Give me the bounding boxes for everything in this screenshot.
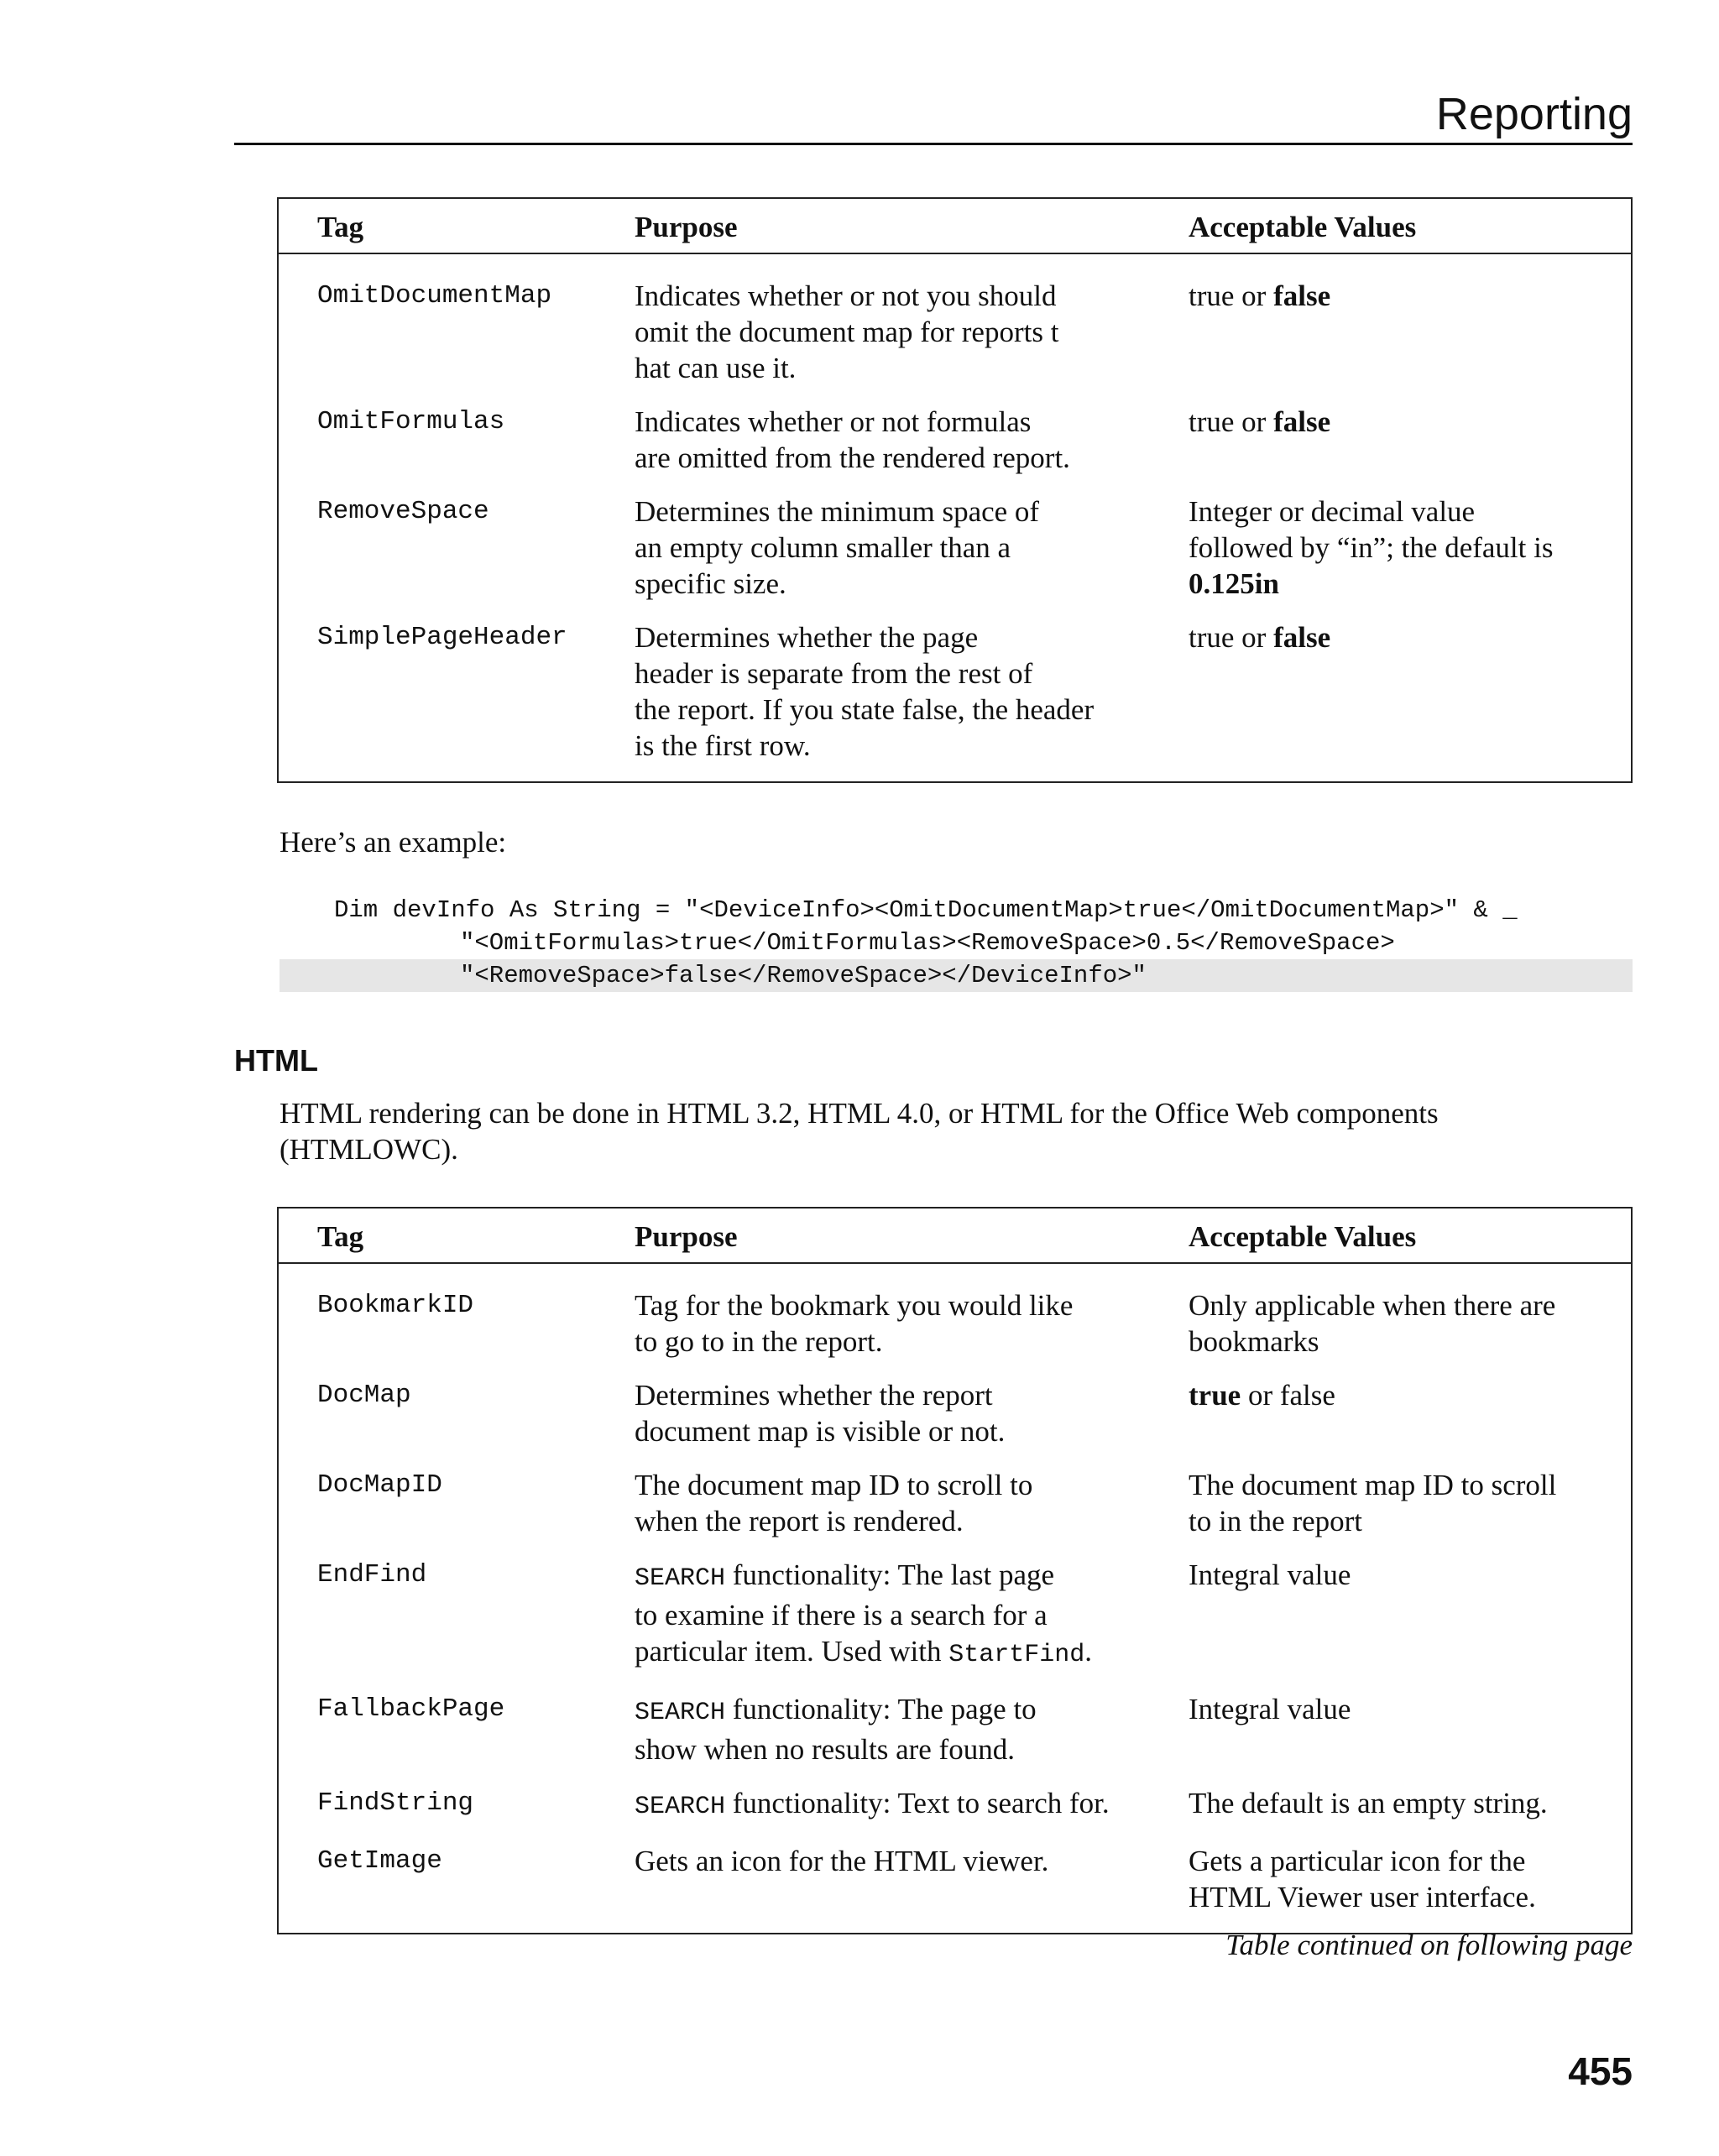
purpose-line: an empty column smaller than a	[635, 531, 1011, 564]
purpose-cell	[635, 1691, 1189, 1785]
tag-cell: DocMapID	[317, 1470, 442, 1500]
paragraph-line: (HTMLOWC).	[280, 1133, 458, 1166]
device-info-table	[277, 197, 1633, 783]
values-default: false	[1273, 279, 1331, 312]
purpose-line: to examine if there is a search for a	[635, 1599, 1048, 1631]
values-default: true	[1189, 1379, 1241, 1412]
code-example	[280, 894, 1633, 992]
values-cell	[1189, 1843, 1632, 1934]
purpose-line	[635, 1557, 1172, 1597]
search-keyword: SEARCH	[635, 1699, 726, 1727]
values-cell	[1189, 1467, 1632, 1557]
values-text: true or	[1189, 279, 1274, 312]
purpose-line	[635, 1691, 1172, 1731]
purpose-cell	[635, 1785, 1189, 1843]
values-line: HTML Viewer user interface.	[1189, 1881, 1536, 1913]
values-line: bookmarks	[1189, 1325, 1319, 1358]
code-line: "<OmitFormulas>true</OmitFormulas><RemoveSpace>0.5</RemoveSpace>	[460, 929, 1395, 957]
page-number: 455	[1568, 2049, 1633, 2093]
search-keyword: SEARCH	[635, 1564, 726, 1593]
code-line-highlighted: "<RemoveSpace>false</RemoveSpace></DeviceInfo>"	[280, 959, 1633, 992]
tag-cell: FallbackPage	[317, 1694, 505, 1724]
table-row	[278, 1785, 1632, 1843]
example-intro: Here’s an example:	[280, 826, 507, 859]
tag-cell: RemoveSpace	[317, 497, 489, 526]
table-row	[278, 619, 1632, 782]
purpose-line: omit the document map for reports t	[635, 316, 1059, 348]
purpose-line	[635, 1633, 1172, 1673]
values-cell: The default is an empty string.	[1189, 1787, 1548, 1819]
table-row	[278, 1377, 1632, 1467]
values-cell: Integral value	[1189, 1558, 1351, 1591]
purpose-line: the report. If you state false, the header	[635, 693, 1095, 726]
purpose-line: to go to in the report.	[635, 1325, 883, 1358]
purpose-text: functionality: Text to search for.	[725, 1787, 1110, 1819]
code-reference: StartFind	[948, 1641, 1085, 1669]
purpose-line: Tag for the bookmark you would like	[635, 1289, 1074, 1322]
tag-cell: EndFind	[317, 1560, 427, 1590]
purpose-line: Indicates whether or not you should	[635, 279, 1057, 312]
values-line: to in the report	[1189, 1505, 1363, 1537]
column-header-tag: Tag	[278, 1208, 635, 1263]
tag-cell: OmitFormulas	[317, 407, 505, 436]
table-row	[278, 1263, 1632, 1377]
table-row	[278, 1691, 1632, 1785]
tag-cell: DocMap	[317, 1381, 411, 1410]
purpose-line: Gets an icon for the HTML viewer.	[635, 1845, 1049, 1877]
values-cell: Integral value	[1189, 1693, 1351, 1725]
purpose-line: Determines the minimum space of	[635, 495, 1040, 528]
values-text: or false	[1241, 1379, 1335, 1412]
code-line: Dim devInfo As String = "<DeviceInfo><OmitDocumentMap>true</OmitDocumentMap>" & _	[334, 896, 1518, 924]
values-default-text: 0.125in	[1189, 567, 1279, 600]
tag-cell: OmitDocumentMap	[317, 281, 552, 311]
purpose-line: are omitted from the rendered report.	[635, 441, 1070, 474]
purpose-text: .	[1084, 1635, 1092, 1668]
html-device-info-table	[277, 1207, 1633, 1934]
purpose-cell	[635, 493, 1189, 619]
purpose-cell	[635, 1557, 1189, 1691]
tag-cell: BookmarkID	[317, 1291, 474, 1320]
purpose-line: Determines whether the report	[635, 1379, 993, 1412]
values-line: Gets a particular icon for the	[1189, 1845, 1526, 1877]
values-default	[1189, 566, 1614, 602]
values-cell	[1189, 253, 1632, 404]
purpose-line: header is separate from the rest of	[635, 657, 1033, 690]
values-line: Only applicable when there are	[1189, 1289, 1556, 1322]
purpose-text: functionality: The last page	[725, 1558, 1055, 1591]
table-row	[278, 1843, 1632, 1934]
paragraph-line: HTML rendering can be done in HTML 3.2, HTML 4.0, or HTML for the Office Web components	[280, 1097, 1439, 1130]
table-header-row	[278, 1208, 1632, 1263]
header-rule	[234, 143, 1633, 145]
table-header-row	[278, 198, 1632, 253]
table-continued-note: Table continued on following page	[1225, 1929, 1633, 1961]
table-row	[278, 253, 1632, 404]
values-cell	[1189, 493, 1632, 619]
purpose-line: Determines whether the page	[635, 621, 979, 654]
purpose-line: hat can use it.	[635, 352, 797, 384]
column-header-purpose: Purpose	[635, 1208, 1189, 1263]
table-row	[278, 1467, 1632, 1557]
table-row	[278, 1557, 1632, 1691]
values-line: The document map ID to scroll	[1189, 1469, 1557, 1501]
values-cell	[1189, 1263, 1632, 1377]
purpose-line: is the first row.	[635, 729, 811, 762]
running-head-title: Reporting	[1435, 89, 1633, 139]
table-row	[278, 404, 1632, 493]
table-row	[278, 493, 1632, 619]
values-cell	[1189, 619, 1632, 782]
purpose-line: document map is visible or not.	[635, 1415, 1006, 1448]
tag-cell: FindString	[317, 1788, 474, 1818]
values-default: false	[1273, 405, 1331, 438]
column-header-purpose: Purpose	[635, 198, 1189, 253]
tag-cell: GetImage	[317, 1846, 442, 1876]
values-cell	[1189, 404, 1632, 493]
values-line: followed by “in”; the default is	[1189, 531, 1554, 564]
purpose-line	[635, 1785, 1172, 1825]
purpose-cell	[635, 619, 1189, 782]
values-text: true or	[1189, 621, 1274, 654]
purpose-line: Indicates whether or not formulas	[635, 405, 1032, 438]
purpose-cell	[635, 1467, 1189, 1557]
values-line: Integer or decimal value	[1189, 495, 1476, 528]
purpose-line: show when no results are found.	[635, 1733, 1015, 1766]
search-keyword: SEARCH	[635, 1793, 726, 1821]
column-header-values: Acceptable Values	[1189, 1208, 1632, 1263]
purpose-line: specific size.	[635, 567, 786, 600]
purpose-line: The document map ID to scroll to	[635, 1469, 1033, 1501]
purpose-cell	[635, 404, 1189, 493]
values-text: true or	[1189, 405, 1274, 438]
purpose-cell	[635, 1263, 1189, 1377]
purpose-cell	[635, 1377, 1189, 1467]
purpose-cell	[635, 1843, 1189, 1934]
section-heading-html: HTML	[234, 1043, 318, 1078]
values-default: false	[1273, 621, 1331, 654]
values-cell	[1189, 1377, 1632, 1467]
html-intro-paragraph	[280, 1095, 1606, 1167]
purpose-text: functionality: The page to	[725, 1693, 1037, 1725]
purpose-cell	[635, 253, 1189, 404]
column-header-values: Acceptable Values	[1189, 198, 1632, 253]
purpose-line: when the report is rendered.	[635, 1505, 964, 1537]
column-header-tag: Tag	[278, 198, 635, 253]
purpose-text: particular item. Used with	[635, 1635, 949, 1668]
tag-cell: SimplePageHeader	[317, 623, 567, 652]
